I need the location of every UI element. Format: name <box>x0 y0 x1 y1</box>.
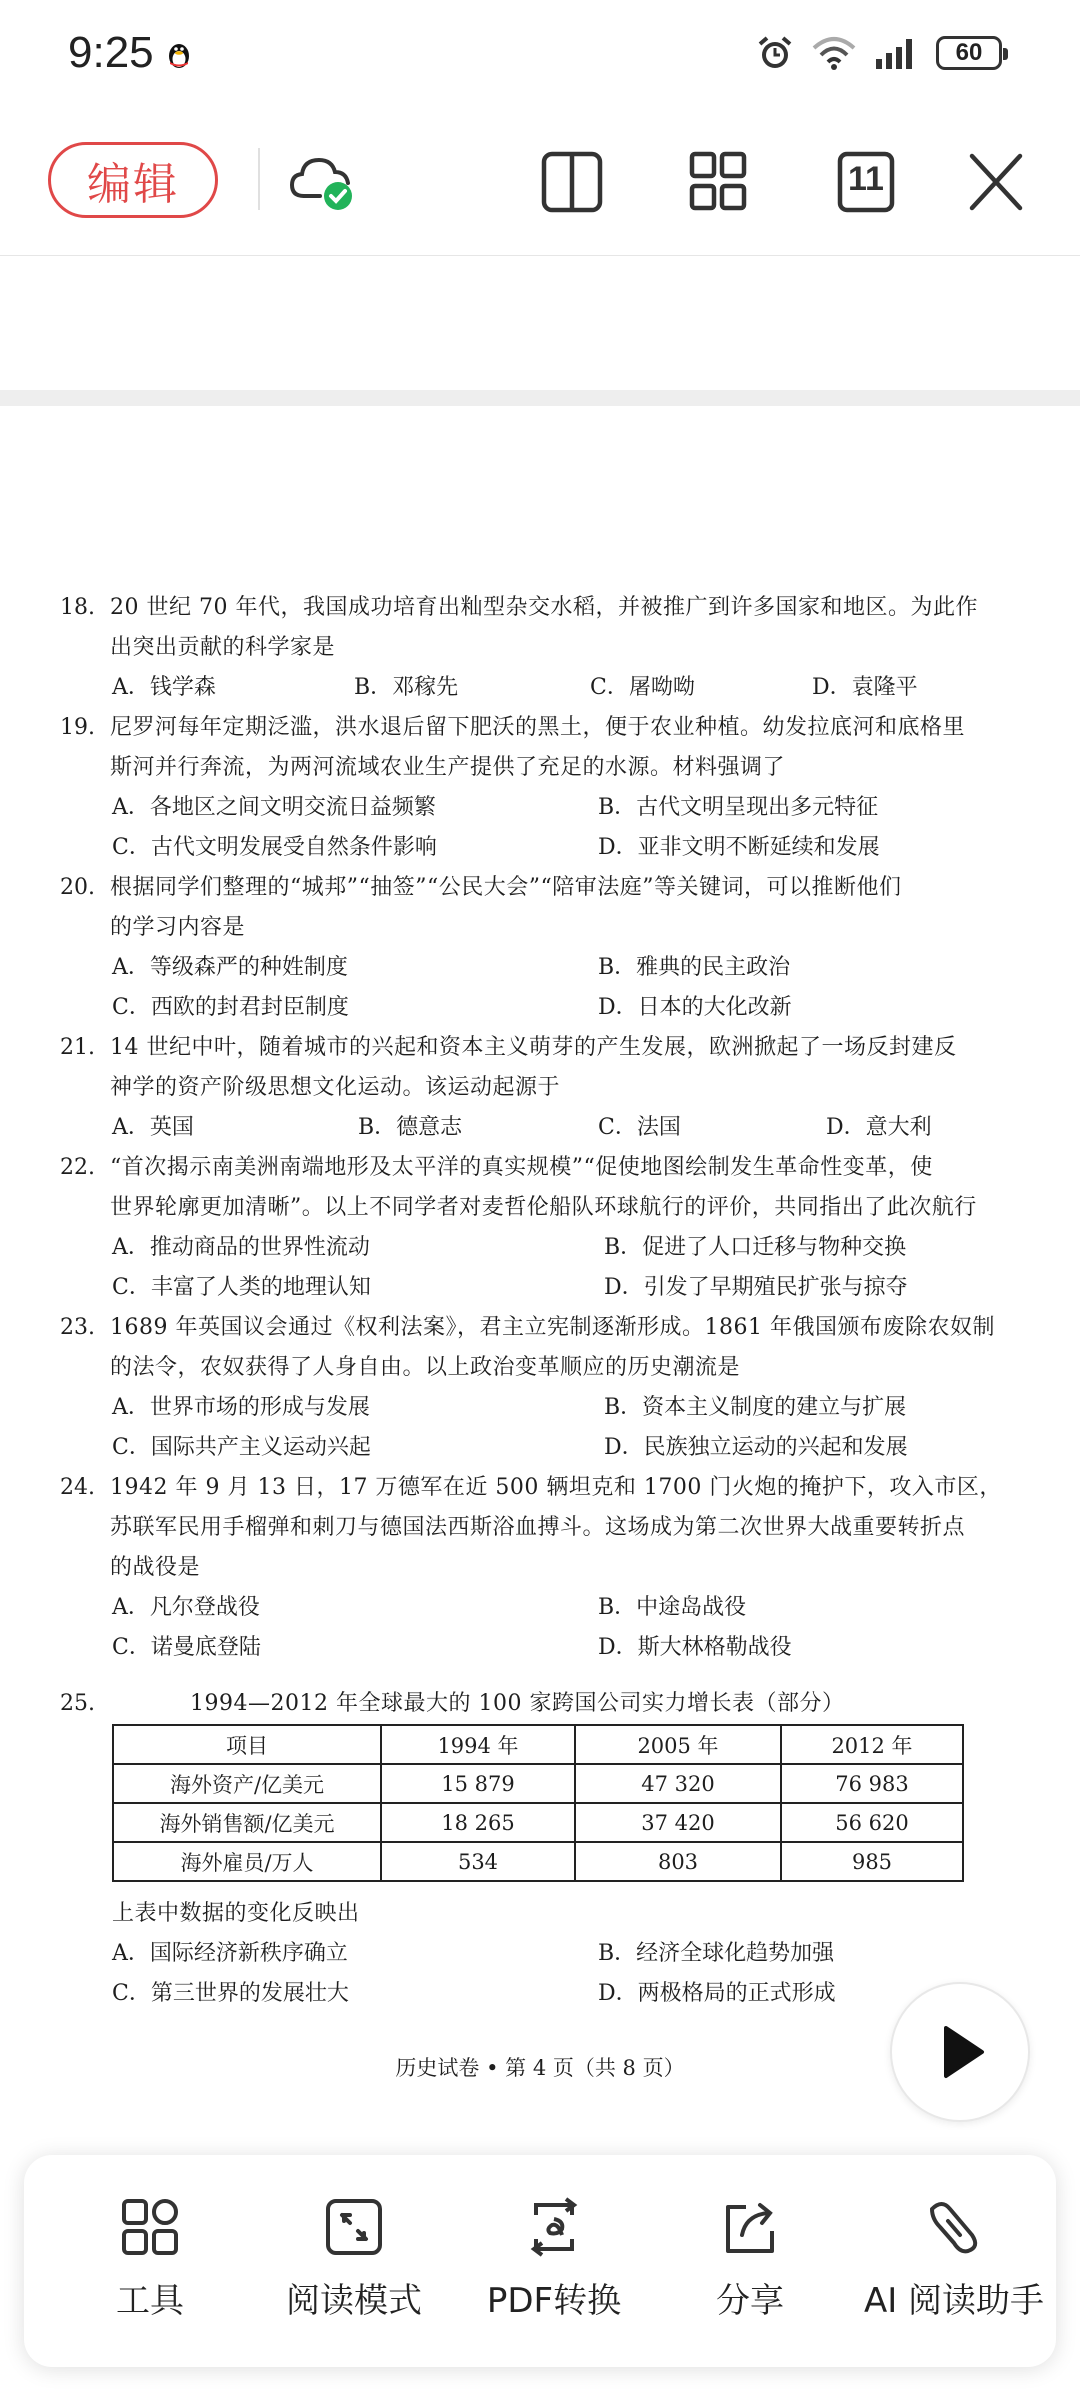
option-a: A．世界市场的形成与发展 <box>112 1395 370 1420</box>
option-a: A．等级森严的种姓制度 <box>112 955 348 980</box>
option-d: D．斯大林格勒战役 <box>598 1635 792 1660</box>
option-a: A．英国 <box>112 1115 194 1140</box>
table-row <box>113 1842 963 1881</box>
question-text: 苏联军民用手榴弹和刺刀与德国法西斯浴血搏斗。这场成为第二次世界大战重要转折点 <box>110 1515 966 1540</box>
question-text: 20 世纪 70 年代，我国成功培育出籼型杂交水稻，并被推广到许多国家和地区。为此作 <box>110 595 978 620</box>
question-text: “首次揭示南美洲南端地形及太平洋的真实规模”“促使地图绘制发生革命性变革，使 <box>110 1155 933 1180</box>
question-number: 21. <box>60 1035 95 1060</box>
question-text: 14 世纪中叶，随着城市的兴起和资本主义萌芽的产生发展，欧洲掀起了一场反封建反 <box>110 1035 957 1060</box>
tools-label: 工具 <box>116 2281 184 2321</box>
option-c: C．国际共产主义运动兴起 <box>112 1435 371 1460</box>
question-number: 25. <box>60 1691 95 1716</box>
option-b: B．雅典的民主政治 <box>598 955 791 980</box>
table-header-cell: 1994 年 <box>381 1725 575 1764</box>
share-button[interactable] <box>650 2177 850 2347</box>
question-number: 18. <box>60 595 95 620</box>
split-view-icon[interactable] <box>536 150 608 214</box>
document-page <box>0 406 1080 2146</box>
table-row <box>113 1764 963 1803</box>
top-toolbar <box>0 110 1080 256</box>
ai-assistant-label: AI 阅读助手 <box>863 2281 1045 2321</box>
ai-assistant-icon <box>922 2195 986 2259</box>
tools-grid-icon <box>118 2195 182 2259</box>
option-a: A．推动商品的世界性流动 <box>112 1235 370 1260</box>
play-button[interactable] <box>890 1982 1030 2122</box>
table-cell: 803 <box>575 1842 781 1881</box>
option-d: D．意大利 <box>826 1115 932 1140</box>
table-cell: 15 879 <box>381 1764 575 1803</box>
option-d: D．引发了早期殖民扩张与掠夺 <box>604 1275 908 1300</box>
data-table <box>112 1724 964 1882</box>
option-c: C．屠呦呦 <box>590 675 695 700</box>
toolbar-divider <box>258 148 260 210</box>
edit-button[interactable]: 编辑 <box>48 142 218 218</box>
question-text: 斯河并行奔流，为两河流域农业生产提供了充足的水源。材料强调了 <box>110 755 786 780</box>
page-footer: 历史试卷 • 第 4 页（共 8 页） <box>395 2056 685 2080</box>
alarm-icon <box>756 34 794 72</box>
table-cell: 534 <box>381 1842 575 1881</box>
option-b: B．经济全球化趋势加强 <box>598 1941 835 1966</box>
pdf-convert-button[interactable] <box>454 2177 654 2347</box>
table-cell: 海外雇员/万人 <box>113 1842 381 1881</box>
bottom-toolbar <box>24 2155 1056 2367</box>
question-text: 根据同学们整理的“城邦”“抽签”“公民大会”“陪审法庭”等关键词，可以推断他们 <box>110 875 902 900</box>
option-a: A．凡尔登战役 <box>112 1595 260 1620</box>
close-icon[interactable] <box>960 150 1032 214</box>
option-a: A．各地区之间文明交流日益频繁 <box>112 795 436 820</box>
status-bar <box>0 0 1080 110</box>
option-b: B．邓稼先 <box>354 675 459 700</box>
table-cell: 海外资产/亿美元 <box>113 1764 381 1803</box>
option-c: C．丰富了人类的地理认知 <box>112 1275 371 1300</box>
question-text: 出突出贡献的科学家是 <box>110 635 336 660</box>
status-time: 9:25 <box>68 28 154 77</box>
page-count-button[interactable] <box>830 150 902 214</box>
question-number: 20. <box>60 875 95 900</box>
question-text: 1689 年英国议会通过《权利法案》，君主立宪制逐渐形成。1861 年俄国颁布废除农奴制 <box>110 1315 995 1340</box>
question-text: 1942 年 9 月 13 日，17 万德军在近 500 辆坦克和 1700 门火炮的掩护下，攻入市区， <box>110 1475 1002 1500</box>
table-row <box>113 1803 963 1842</box>
option-c: C．第三世界的发展壮大 <box>112 1981 349 2006</box>
option-b: B．中途岛战役 <box>598 1595 747 1620</box>
question-text: 的战役是 <box>110 1555 201 1580</box>
question-text: 上表中数据的变化反映出 <box>112 1901 360 1926</box>
reading-mode-button[interactable] <box>254 2177 454 2347</box>
table-cell: 18 265 <box>381 1803 575 1842</box>
question-text: 的学习内容是 <box>110 915 246 940</box>
option-d: D．两极格局的正式形成 <box>598 1981 836 2006</box>
option-d: D．袁隆平 <box>812 675 918 700</box>
option-c: C．法国 <box>598 1115 681 1140</box>
battery-indicator: 60 <box>936 36 1002 70</box>
option-b: B．促进了人口迁移与物种交换 <box>604 1235 907 1260</box>
question-number: 23. <box>60 1315 95 1340</box>
table-cell: 47 320 <box>575 1764 781 1803</box>
option-a: A．钱学森 <box>112 675 216 700</box>
option-c: C．诺曼底登陆 <box>112 1635 261 1660</box>
play-icon <box>938 2024 988 2080</box>
table-cell: 56 620 <box>781 1803 963 1842</box>
qq-penguin-icon <box>166 40 192 70</box>
option-c: C．古代文明发展受自然条件影响 <box>112 835 437 860</box>
signal-icon <box>874 37 918 69</box>
cloud-synced-icon[interactable] <box>286 150 358 214</box>
wifi-icon <box>812 36 856 70</box>
option-d: D．亚非文明不断延续和发展 <box>598 835 880 860</box>
table-header-cell: 2012 年 <box>781 1725 963 1764</box>
table-header-cell: 2005 年 <box>575 1725 781 1764</box>
tools-button[interactable] <box>50 2177 250 2347</box>
option-b: B．德意志 <box>358 1115 463 1140</box>
question-number: 19. <box>60 715 95 740</box>
question-number: 22. <box>60 1155 95 1180</box>
share-label: 分享 <box>716 2281 784 2321</box>
question-text: 神学的资产阶级思想文化运动。该运动起源于 <box>110 1075 561 1100</box>
question-text: 世界轮廓更加清晰”。以上不同学者对麦哲伦船队环球航行的评价，共同指出了此次航行 <box>110 1195 977 1220</box>
question-text: 的法令，农奴获得了人身自由。以上政治变革顺应的历史潮流是 <box>110 1355 741 1380</box>
table-cell: 海外销售额/亿美元 <box>113 1803 381 1842</box>
pdf-convert-icon <box>522 2195 586 2259</box>
question-number: 24. <box>60 1475 95 1500</box>
option-b: B．古代文明呈现出多元特征 <box>598 795 879 820</box>
reading-mode-label: 阅读模式 <box>286 2281 422 2321</box>
page-count-label: 11 <box>848 160 884 198</box>
option-d: D．民族独立运动的兴起和发展 <box>604 1435 908 1460</box>
table-cell: 76 983 <box>781 1764 963 1803</box>
grid-view-icon[interactable] <box>682 150 754 214</box>
table-header-cell: 项目 <box>113 1725 381 1764</box>
ai-assistant-button[interactable] <box>854 2177 1054 2347</box>
option-c: C．西欧的封君封臣制度 <box>112 995 349 1020</box>
table-cell: 37 420 <box>575 1803 781 1842</box>
option-d: D．日本的大化改新 <box>598 995 792 1020</box>
table-title: 1994—2012 年全球最大的 100 家跨国公司实力增长表（部分） <box>190 1691 845 1716</box>
option-a: A．国际经济新秩序确立 <box>112 1941 348 1966</box>
expand-icon <box>322 2195 386 2259</box>
question-text: 尼罗河每年定期泛滥，洪水退后留下肥沃的黑土，便于农业种植。幼发拉底河和底格里 <box>110 715 966 740</box>
option-b: B．资本主义制度的建立与扩展 <box>604 1395 907 1420</box>
table-header-row <box>113 1725 963 1764</box>
pdf-convert-label: PDF转换 <box>486 2281 622 2321</box>
share-icon <box>718 2195 782 2259</box>
page-separator <box>0 390 1080 406</box>
table-cell: 985 <box>781 1842 963 1881</box>
